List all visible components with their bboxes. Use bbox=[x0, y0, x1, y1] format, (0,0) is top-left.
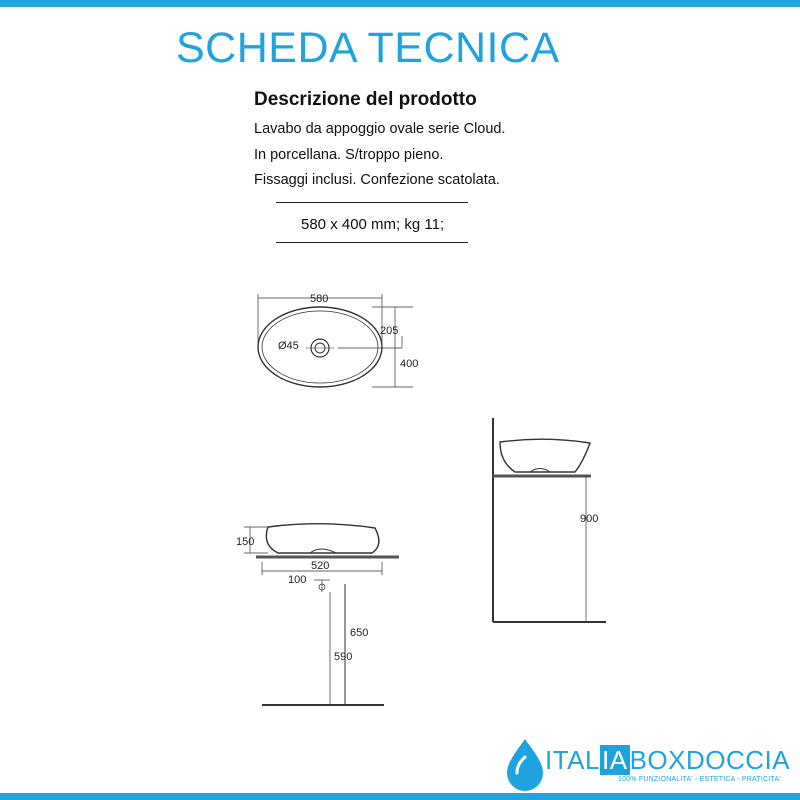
water-drop-icon bbox=[505, 735, 545, 791]
front-width-label: 520 bbox=[311, 560, 330, 572]
brand-word-boxdoccia: BOXDOCCIA bbox=[629, 745, 791, 775]
description-heading: Descrizione del prodotto bbox=[254, 89, 477, 110]
front-height-label: 150 bbox=[236, 536, 255, 548]
brand-logo bbox=[505, 735, 795, 791]
brand-tagline: 100% FUNZIONALITA' - ESTETICA - PRATICITA' bbox=[618, 776, 781, 783]
bottom-accent-bar bbox=[0, 793, 800, 800]
front-view bbox=[244, 524, 399, 705]
description-line-2: In porcellana. S/troppo pieno. bbox=[254, 147, 444, 163]
top-offset-label: 205 bbox=[380, 325, 399, 337]
top-depth-label: 400 bbox=[400, 358, 419, 370]
product-dimensions: 580 x 400 mm; kg 11; bbox=[301, 216, 445, 233]
brand-word-ia: IA bbox=[601, 745, 628, 775]
front-drain-height-1-label: 650 bbox=[350, 627, 369, 639]
description-line-3: Fissaggi inclusi. Confezione scatolata. bbox=[254, 172, 500, 188]
front-drain-height-2-label: 590 bbox=[334, 651, 353, 663]
brand-word-ital: ITAL bbox=[545, 745, 600, 775]
front-drain-offset-label: 100 bbox=[288, 574, 307, 586]
brand-wordmark bbox=[545, 747, 790, 773]
description-line-1: Lavabo da appoggio ovale serie Cloud. bbox=[254, 121, 506, 137]
top-drain-label: Ø45 bbox=[278, 340, 299, 352]
page-title: SCHEDA TECNICA bbox=[176, 24, 560, 72]
top-width-label: 580 bbox=[310, 293, 329, 305]
side-height-label: 900 bbox=[580, 513, 599, 525]
